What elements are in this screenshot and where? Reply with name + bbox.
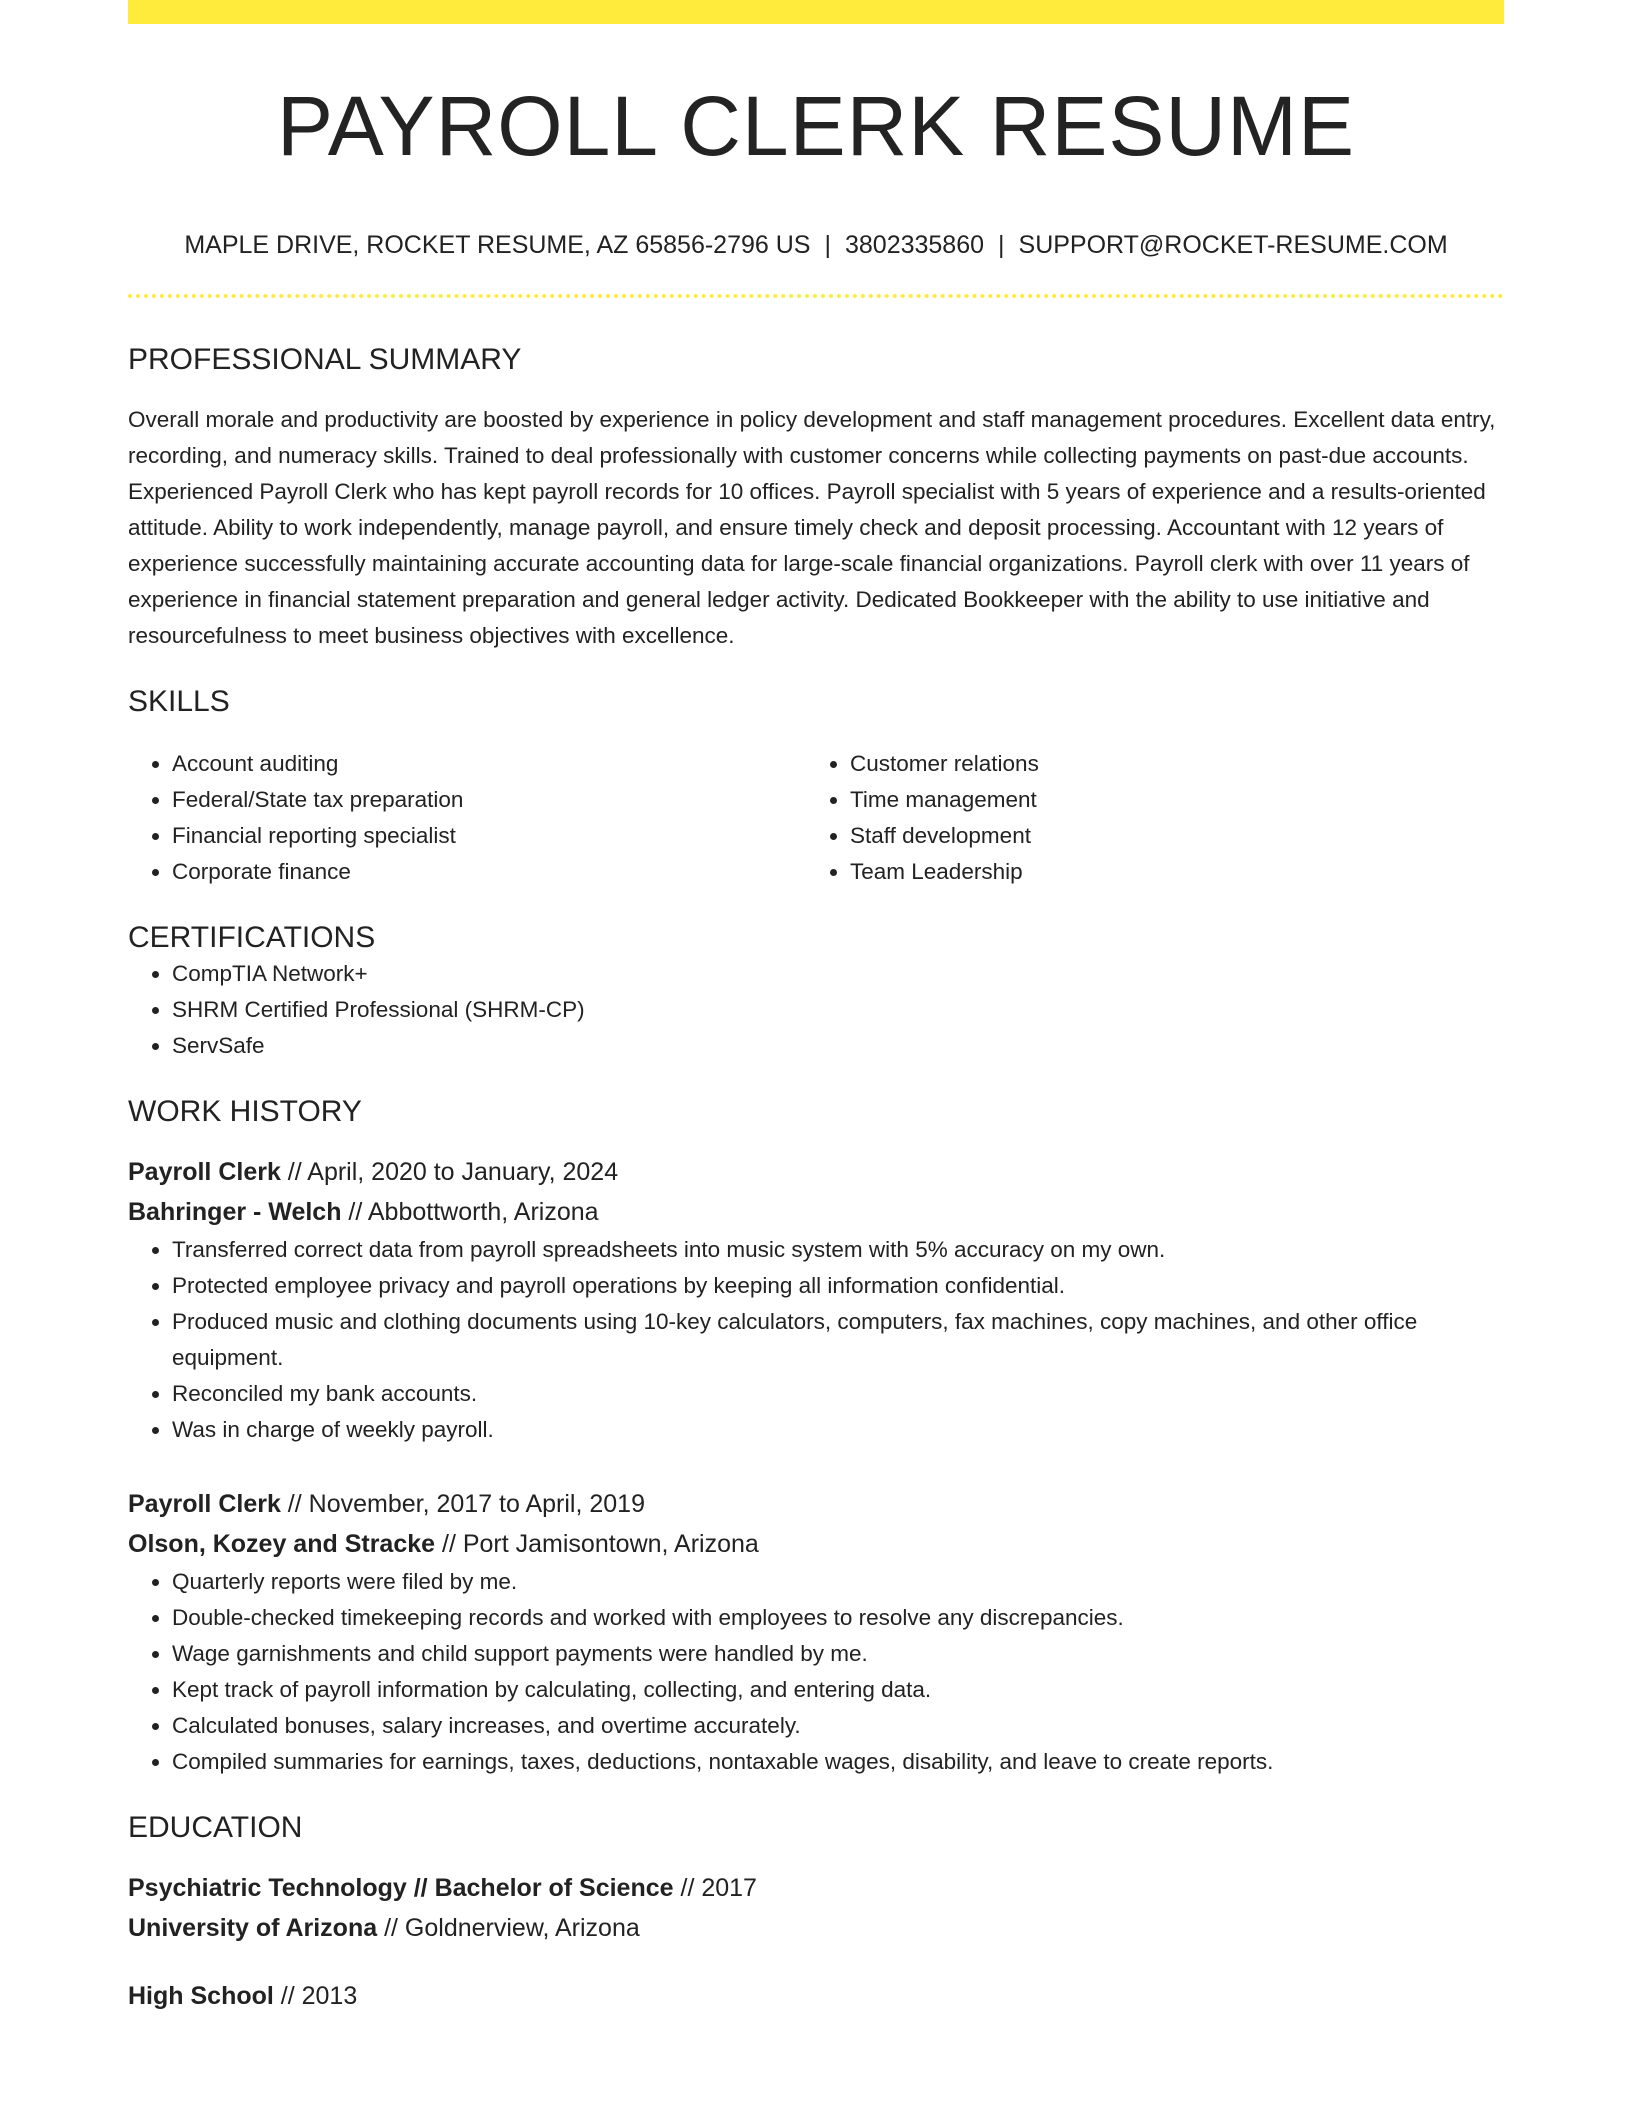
- certifications-heading: CERTIFICATIONS: [128, 921, 376, 955]
- job-company: Bahringer - Welch: [128, 1198, 342, 1227]
- education-separator: //: [673, 1874, 702, 1903]
- contact-separator: |: [824, 231, 831, 260]
- certification-item: • CompTIA Network+: [172, 956, 1504, 992]
- contact-email: SUPPORT@ROCKET-RESUME.COM: [1018, 231, 1448, 260]
- job-duty: • Produced music and clothing documents using 10-key calculators, computers, fax machines, copy machines, and other office equipment.: [172, 1304, 1504, 1376]
- job-duty: • Quarterly reports were filed by me.: [172, 1564, 1504, 1600]
- job-title-line: [128, 1152, 1504, 1192]
- education-separator: //: [273, 1982, 302, 2011]
- dotted-divider: [128, 294, 1504, 298]
- work-history-heading: WORK HISTORY: [128, 1095, 362, 1129]
- job-duty: • Protected employee privacy and payroll operations by keeping all information confidential.: [172, 1268, 1504, 1304]
- job-duty: • Calculated bonuses, salary increases, and overtime accurately.: [172, 1708, 1504, 1744]
- job-duties-list: [128, 1232, 1504, 1448]
- education-degree-line: [128, 1976, 1504, 2016]
- education-school-line: [128, 1908, 1504, 1948]
- job-entry: [128, 1152, 1504, 1448]
- resume-title: PAYROLL CLERK RESUME: [276, 79, 1356, 173]
- certification-item: • ServSafe: [172, 1028, 1504, 1064]
- job-title: Payroll Clerk: [128, 1490, 281, 1519]
- job-dates: November, 2017 to April, 2019: [308, 1490, 645, 1519]
- resume-content: [128, 24, 1504, 2016]
- certification-item: • SHRM Certified Professional (SHRM-CP): [172, 992, 1504, 1028]
- skills-heading: SKILLS: [128, 685, 230, 719]
- skills-list-left: [128, 746, 806, 890]
- education-year: 2017: [701, 1874, 757, 1903]
- job-title-line: [128, 1484, 1504, 1524]
- certifications-list: [128, 956, 1504, 1064]
- education-degree: High School: [128, 1982, 274, 2011]
- job-duty: • Was in charge of weekly payroll.: [172, 1412, 1504, 1448]
- education-year: 2013: [301, 1982, 358, 2011]
- job-entry: [128, 1484, 1504, 1780]
- education-school: University of Arizona: [128, 1914, 378, 1943]
- skill-item: • Time management: [850, 782, 1484, 818]
- skills-column-right: [806, 746, 1484, 890]
- education-heading: EDUCATION: [128, 1811, 303, 1845]
- summary-text: Overall morale and productivity are boosted by experience in policy development and staff management procedures. Excellent data entry, recording, and numeracy skills. Trained to deal professionally with customer concerns while collecting payments on past-due accounts. Experienced Payroll Clerk who has kept payroll records for 10 offices. Payroll specialist with 5 years of experience and a results-oriented attitude. Ability to work independently, manage payroll, and ensure timely check and deposit processing. Accountant with 12 years of experience successfully maintaining accurate accounting data for large-scale financial organizations. Payroll clerk with over 11 years of experience in financial statement preparation and general ledger activity. Dedicated Bookkeeper with the ability to use initiative and resourcefulness to meet business objectives with excellence.: [128, 407, 1496, 649]
- job-dates: April, 2020 to January, 2024: [307, 1158, 619, 1187]
- skills-columns: [128, 746, 1504, 890]
- contact-address: MAPLE DRIVE, ROCKET RESUME, AZ 65856-2796 US: [184, 231, 811, 260]
- job-duty: • Compiled summaries for earnings, taxes, deductions, nontaxable wages, disability, and leave to create reports.: [172, 1744, 1504, 1780]
- job-company-line: [128, 1524, 1504, 1564]
- job-duty: • Kept track of payroll information by calculating, collecting, and entering data.: [172, 1672, 1504, 1708]
- job-duty: • Wage garnishments and child support payments were handled by me.: [172, 1636, 1504, 1672]
- job-separator: //: [280, 1490, 309, 1519]
- summary-heading: PROFESSIONAL SUMMARY: [128, 343, 522, 377]
- job-company-line: [128, 1192, 1504, 1232]
- job-duty: • Reconciled my bank accounts.: [172, 1376, 1504, 1412]
- job-title: Payroll Clerk: [128, 1158, 281, 1187]
- education-entry: [128, 1868, 1504, 1948]
- skill-item: • Corporate finance: [172, 854, 806, 890]
- job-duties-list: [128, 1564, 1504, 1780]
- job-separator: //: [341, 1198, 368, 1227]
- job-separator: //: [435, 1530, 463, 1559]
- education-separator: //: [377, 1914, 405, 1943]
- skills-column-left: [128, 746, 806, 890]
- job-location: Abbottworth, Arizona: [367, 1198, 599, 1227]
- contact-phone: 3802335860: [844, 231, 985, 260]
- skill-item: • Federal/State tax preparation: [172, 782, 806, 818]
- job-company: Olson, Kozey and Stracke: [128, 1530, 436, 1559]
- education-location: Goldnerview, Arizona: [404, 1914, 640, 1943]
- job-duty: • Transferred correct data from payroll spreadsheets into music system with 5% accuracy on my own.: [172, 1232, 1504, 1268]
- job-separator: //: [280, 1158, 308, 1187]
- skill-item: • Team Leadership: [850, 854, 1484, 890]
- education-degree-line: [128, 1868, 1504, 1908]
- contact-line: [128, 230, 1504, 260]
- skill-item: • Financial reporting specialist: [172, 818, 806, 854]
- skill-item: • Customer relations: [850, 746, 1484, 782]
- skill-item: • Account auditing: [172, 746, 806, 782]
- skills-list-right: [806, 746, 1484, 890]
- education-entry: [128, 1976, 1504, 2016]
- skill-item: • Staff development: [850, 818, 1484, 854]
- accent-top-bar: [128, 0, 1504, 24]
- contact-separator: |: [998, 231, 1005, 260]
- job-duty: • Double-checked timekeeping records and worked with employees to resolve any discrepancies.: [172, 1600, 1504, 1636]
- job-location: Port Jamisontown, Arizona: [462, 1530, 759, 1559]
- education-degree: Psychiatric Technology // Bachelor of Science: [128, 1874, 674, 1903]
